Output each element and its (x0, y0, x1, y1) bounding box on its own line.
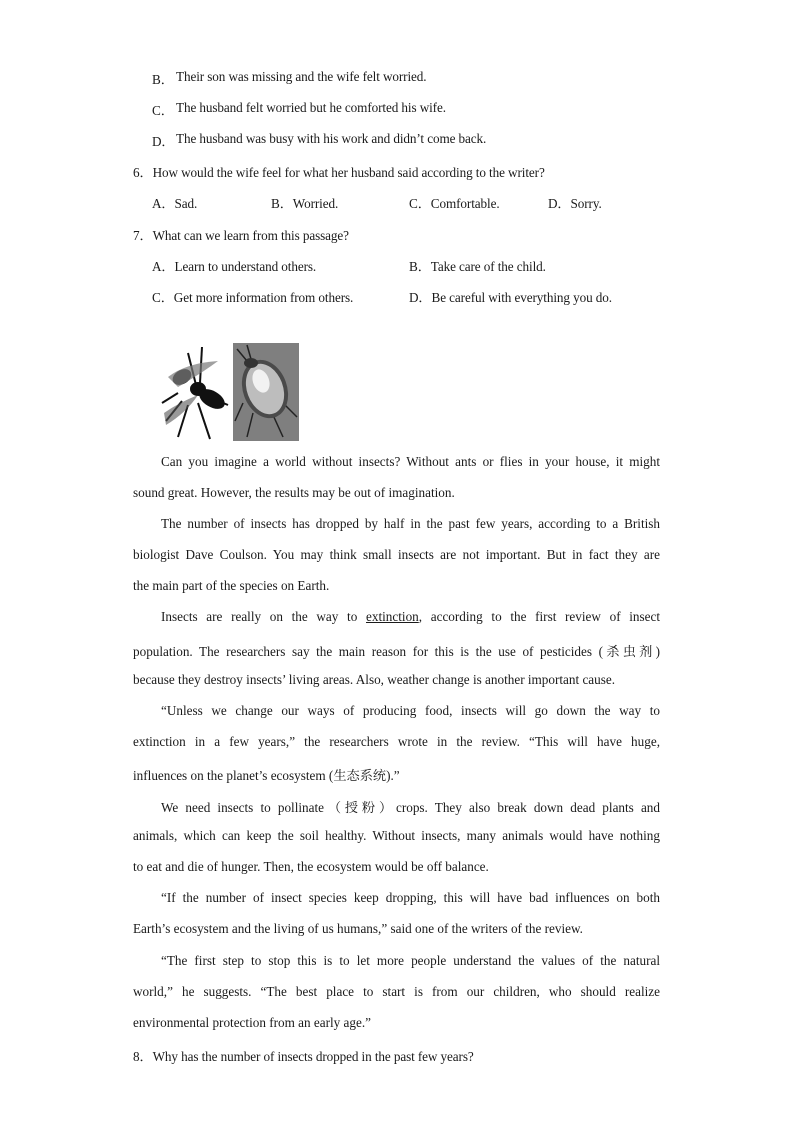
passage-line: world,” he suggests. “The best place to start is from our children, who should realize (133, 984, 660, 999)
passage-line: because they destroy insects’ living areas. Also, weather change is another important cause. (133, 672, 616, 687)
q6-option-a: A．Sad. (152, 196, 198, 211)
q5-option-b: B． (152, 72, 174, 87)
q8-stem: 8．Why has the number of insects dropped in the past few years? (133, 1049, 474, 1064)
q5-option-b-text: Their son was missing and the wife felt worried. (176, 69, 427, 84)
passage-line: sound great. However, the results may be out of imagination. (133, 485, 455, 500)
q6-option-c: C．Comfortable. (409, 196, 500, 211)
q6-option-d: D．Sorry. (548, 196, 602, 211)
passage-line: influences on the planet’s ecosystem (生态系统).” (133, 768, 400, 783)
passage-line: Earth’s ecosystem and the living of us humans,” said one of the writers of the review. (133, 921, 583, 936)
passage-line: population. The researchers say the main reason for this is the use of pesticides (杀虫剂) (133, 644, 660, 659)
passage-line: biologist Dave Coulson. You may think small insects are not important. But in fact they are (133, 547, 660, 562)
q7-option-c: C．Get more information from others. (152, 290, 354, 305)
passage-text: Insects are really on the way to (161, 609, 358, 624)
underlined-word-extinction: extinction (366, 609, 419, 624)
q5-option-d: D． (152, 134, 175, 149)
beetle-photo (233, 343, 299, 441)
passage-line: “The first step to stop this is to let more people understand the values of the natural (161, 953, 660, 968)
q5-option-c-text: The husband felt worried but he comforted his wife. (176, 100, 446, 115)
q7-option-a: A．Learn to understand others. (152, 259, 317, 274)
q5-option-c: C． (152, 103, 174, 118)
q5-option-d-text: The husband was busy with his work and didn’t come back. (176, 131, 487, 146)
passage-line: “Unless we change our ways of producing food, insects will go down the way to (161, 703, 660, 718)
passage-line: Can you imagine a world without insects? Without ants or flies in your house, it might (161, 454, 660, 469)
q6-stem: 6．How would the wife feel for what her husband said according to the writer? (133, 165, 545, 180)
wasp-photo (158, 343, 232, 441)
q7-option-b: B．Take care of the child. (409, 259, 546, 274)
passage-line: We need insects to pollinate（授粉）crops. They also break down dead plants and (161, 800, 660, 815)
passage-line (161, 609, 660, 625)
passage-line: extinction in a few years,” the researchers wrote in the review. “This will have huge, (133, 734, 660, 749)
passage-text: , according to the first review of insect (418, 609, 661, 624)
passage-line: to eat and die of hunger. Then, the ecosystem would be off balance. (133, 859, 489, 874)
q6-option-b: B．Worried. (271, 196, 339, 211)
passage-line: The number of insects has dropped by half in the past few years, according to a British (161, 516, 660, 531)
passage-line: the main part of the species on Earth. (133, 578, 330, 593)
q7-stem: 7．What can we learn from this passage? (133, 228, 349, 243)
passage-line: environmental protection from an early age.” (133, 1015, 372, 1030)
q7-option-d: D．Be careful with everything you do. (409, 290, 612, 305)
passage-line: animals, which can keep the soil healthy. Without insects, many animals would have nothing (133, 828, 660, 843)
passage-line: “If the number of insect species keep dropping, this will have bad influences on both (161, 890, 660, 905)
